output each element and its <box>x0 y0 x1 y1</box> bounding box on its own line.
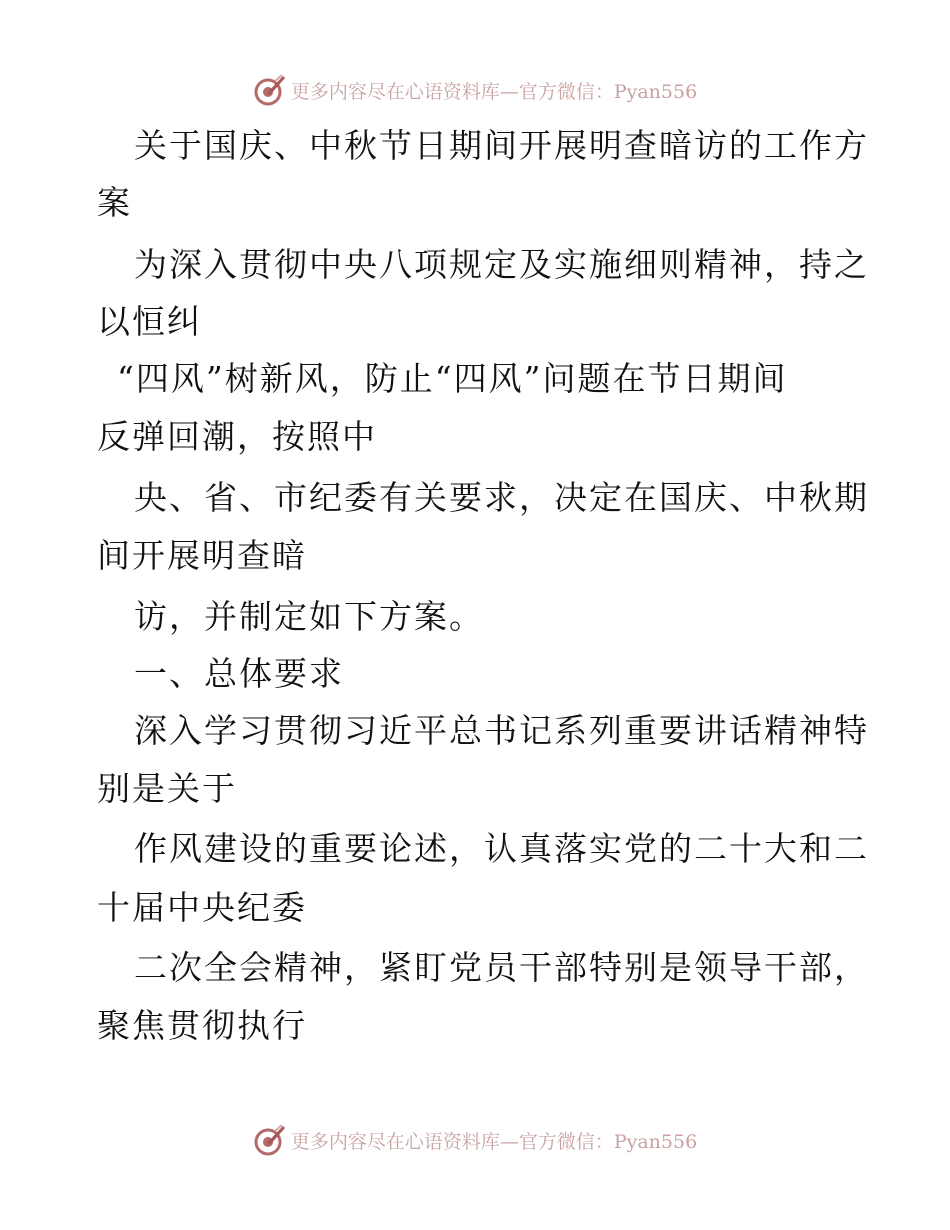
footer-banner-text: 更多内容尽在心语资料库—官方微信：Pyan556 <box>290 1130 698 1153</box>
doc-line: 作风建设的重要论述，认真落实党的二十大和二 <box>134 829 869 868</box>
doc-line: 聚焦贯彻执行 <box>97 1006 307 1045</box>
doc-line: 间开展明查暗 <box>97 536 307 575</box>
footer-banner <box>0 1120 950 1160</box>
header-banner-text: 更多内容尽在心语资料库—官方微信：Pyan556 <box>290 80 698 103</box>
doc-line: 一、总体要求 <box>134 654 344 693</box>
header-banner <box>0 70 950 110</box>
doc-line: 以恒纠 <box>97 302 202 341</box>
doc-line: 十届中央纪委 <box>97 888 307 927</box>
quill-seal-icon <box>253 73 287 107</box>
doc-line: 深入学习贯彻习近平总书记系列重要讲话精神特 <box>134 711 869 750</box>
doc-line: 央、省、市纪委有关要求，决定在国庆、中秋期 <box>134 478 869 517</box>
doc-line: 访，并制定如下方案。 <box>134 597 484 636</box>
doc-line: 别是关于 <box>97 769 237 808</box>
doc-line: 案 <box>97 183 132 222</box>
doc-line: “四风”树新风，防止“四风”问题在节日期间 <box>117 359 788 398</box>
doc-line: 二次全会精神，紧盯党员干部特别是领导干部， <box>134 948 869 987</box>
doc-line: 关于国庆、中秋节日期间开展明查暗访的工作方 <box>134 126 869 165</box>
doc-line: 为深入贯彻中央八项规定及实施细则精神，持之 <box>134 245 869 284</box>
doc-line: 反弹回潮，按照中 <box>97 417 377 456</box>
quill-seal-icon <box>253 1123 287 1157</box>
